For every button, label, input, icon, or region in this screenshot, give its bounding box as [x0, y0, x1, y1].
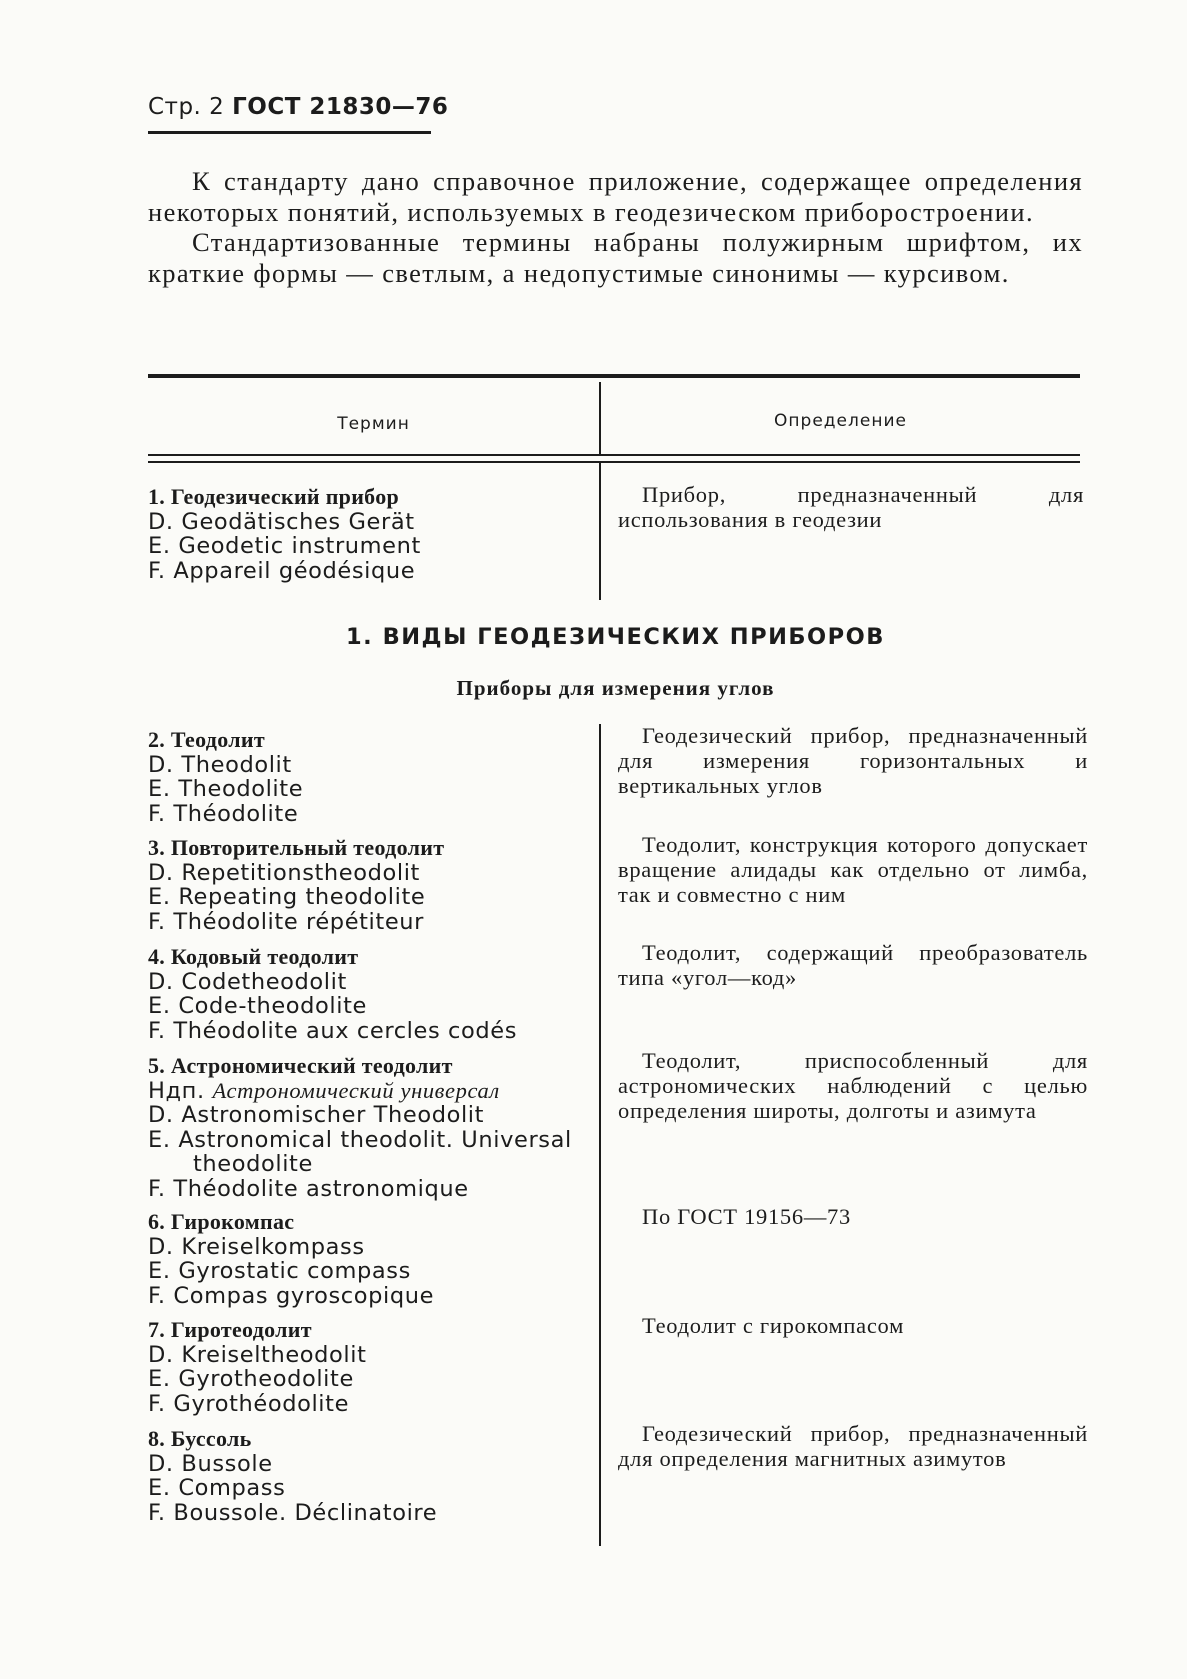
term-de: D. Bussole	[148, 1450, 273, 1477]
term-entry-3	[148, 836, 593, 934]
definition-entry-8	[618, 1421, 1088, 1471]
definition-text: Геодезический прибор, предназначенный для определения магнитных азимутов	[618, 1421, 1088, 1471]
term-en: E. Astronomical theodolit. Universal	[148, 1126, 572, 1153]
term-entry-5	[148, 1054, 593, 1201]
term-fr: F. Théodolite aux cercles codés	[148, 1017, 518, 1044]
term-name: 2. Теодолит	[148, 727, 265, 752]
term-name: 5. Астрономический теодолит	[148, 1053, 453, 1078]
table-header-rule	[148, 454, 1080, 456]
term-fr: F. Appareil géodésique	[148, 557, 416, 584]
term-name: 3. Повторительный теодолит	[148, 835, 445, 860]
definition-entry-4	[618, 940, 1088, 990]
definition-text: Геодезический прибор, предназначенный для измерения горизонтальных и вертикальных углов	[618, 723, 1088, 798]
definition-entry-5	[618, 1048, 1088, 1123]
definition-entry-1	[618, 482, 1084, 532]
definition-entry-2	[618, 723, 1088, 798]
section-subtitle: Приборы для измерения углов	[456, 676, 775, 700]
term-name: 8. Буссоль	[148, 1426, 252, 1451]
standard-number: ГОСТ 21830—76	[232, 94, 449, 120]
term-name: 1. Геодезический прибор	[148, 484, 400, 509]
term-de: D. Geodätisches Gerät	[148, 508, 415, 535]
term-entry-1	[148, 485, 593, 583]
term-entry-8	[148, 1427, 593, 1525]
term-name: 4. Кодовый теодолит	[148, 944, 359, 969]
term-fr: F. Théodolite astronomique	[148, 1175, 469, 1202]
term-name: 6. Гирокомпас	[148, 1209, 295, 1234]
definition-text: Теодолит, содержащий преобразователь типа «угол—код»	[618, 940, 1088, 990]
term-name: 7. Гиротеодолит	[148, 1317, 312, 1342]
definition-text: Теодолит, приспособленный для астрономических наблюдений с целью определения широты, долготы и азимута	[618, 1048, 1088, 1123]
term-fr: F. Théodolite répétiteur	[148, 908, 424, 935]
definition-text: Теодолит с гирокомпасом	[642, 1313, 905, 1338]
term-en-continued: theodolite	[193, 1151, 313, 1177]
definition-entry-3	[618, 832, 1088, 907]
term-de: D. Kreiseltheodolit	[148, 1341, 367, 1368]
term-en: E. Gyrostatic compass	[148, 1258, 411, 1284]
term-en: E. Repeating theodolite	[148, 884, 426, 910]
term-fr: F. Compas gyroscopique	[148, 1282, 435, 1309]
term-en: E. Code-theodolite	[148, 993, 367, 1019]
term-en: E. Compass	[148, 1475, 286, 1501]
term-de: D. Repetitionstheodolit	[148, 859, 420, 886]
term-entry-4	[148, 945, 593, 1043]
table-header-rule-2	[148, 461, 1080, 463]
definition-text: Прибор, предназначенный для использования в геодезии	[618, 482, 1084, 532]
table-column-divider-2	[599, 724, 601, 1546]
table-column-divider-1	[599, 463, 601, 600]
page-label: Стр. 2	[148, 94, 225, 120]
definition-text: По ГОСТ 19156—73	[642, 1204, 851, 1229]
definition-entry-7	[618, 1313, 1088, 1338]
header-rule	[148, 131, 431, 134]
definition-entry-6	[618, 1204, 1088, 1229]
term-de: D. Theodolit	[148, 751, 292, 778]
term-de: D. Astronomischer Theodolit	[148, 1102, 485, 1128]
column-header-definition: Определение	[774, 411, 907, 431]
ndp-synonym: Астрономический универсал	[212, 1077, 500, 1103]
ndp-prefix: Ндп.	[148, 1077, 205, 1104]
term-de: D. Codetheodolit	[148, 968, 347, 995]
term-entry-2	[148, 728, 593, 826]
section-title: 1. ВИДЫ ГЕОДЕЗИЧЕСКИХ ПРИБОРОВ	[346, 624, 885, 650]
table-top-rule	[148, 374, 1080, 378]
page-header	[148, 94, 448, 120]
term-fr: F. Théodolite	[148, 800, 299, 827]
definition-text: Теодолит, конструкция которого допускает вращение алидады как отдельно от лимба, так и совместно с ним	[618, 832, 1088, 907]
term-en: E. Theodolite	[148, 776, 304, 802]
intro-text	[148, 166, 1083, 288]
term-ndp	[148, 1079, 593, 1104]
term-en: E. Geodetic instrument	[148, 533, 421, 559]
intro-paragraph-1: К стандарту дано справочное приложение, содержащее определения некоторых понятий, используемых в геодезическом приборостроении.	[148, 166, 1083, 227]
term-fr: F. Gyrothéodolite	[148, 1390, 350, 1417]
term-de: D. Kreiselkompass	[148, 1233, 365, 1260]
term-fr: F. Boussole. Déclinatoire	[148, 1499, 438, 1526]
term-entry-7	[148, 1318, 593, 1416]
intro-paragraph-2: Стандартизованные термины набраны полужирным шрифтом, их краткие формы — светлым, а недопустимые синонимы — курсивом.	[148, 227, 1083, 288]
column-header-term: Термин	[337, 414, 410, 434]
term-en: E. Gyrotheodolite	[148, 1366, 354, 1392]
term-entry-6	[148, 1210, 593, 1308]
